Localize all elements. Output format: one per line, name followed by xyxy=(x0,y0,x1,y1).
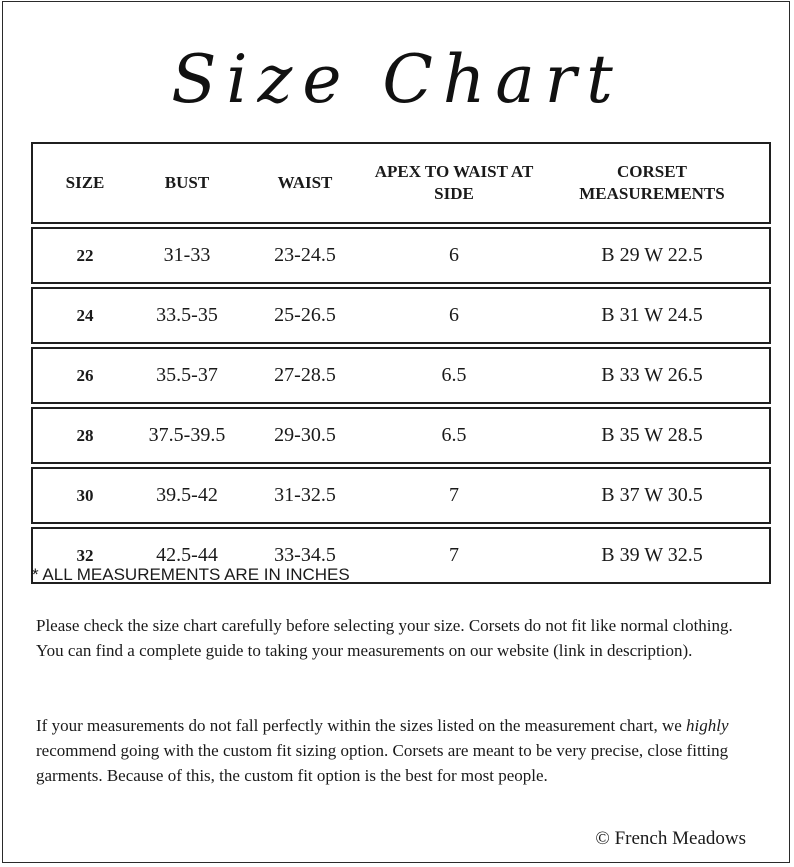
custom-fit-emphasis: highly xyxy=(686,716,729,735)
cell-waist: 31-32.5 xyxy=(237,468,373,523)
page-title: Size Chart xyxy=(171,41,623,118)
cell-apex: 6.5 xyxy=(373,408,535,463)
cell-size: 22 xyxy=(32,228,137,283)
cell-apex: 6 xyxy=(373,228,535,283)
header-bust: BUST xyxy=(137,143,237,223)
custom-fit-text-end: recommend going with the custom fit sizing option. Corsets are meant to be very precise, close fitting garments. Because of this, the custom fit option is the best for most people. xyxy=(36,741,729,785)
header-corset-text: CORSET MEASUREMENTS xyxy=(579,162,725,203)
cell-apex: 6 xyxy=(373,288,535,343)
cell-bust: 31-33 xyxy=(137,228,237,283)
table-row xyxy=(32,228,770,283)
cell-bust: 42.5-44 xyxy=(137,528,237,583)
table-header-row xyxy=(32,143,770,223)
custom-fit-text-start: If your measurements do not fall perfectly within the sizes listed on the measurement chart, we xyxy=(36,716,687,735)
cell-corset: B 29 W 22.5 xyxy=(535,228,770,283)
cell-bust: 39.5-42 xyxy=(137,468,237,523)
cell-size: 24 xyxy=(32,288,137,343)
cell-waist: 29-30.5 xyxy=(237,408,373,463)
cell-bust: 35.5-37 xyxy=(137,348,237,403)
cell-waist: 25-26.5 xyxy=(237,288,373,343)
header-waist: WAIST xyxy=(237,143,373,223)
copyright-notice: © French Meadows xyxy=(595,828,746,849)
table-row xyxy=(32,468,770,523)
header-apex-to-waist xyxy=(373,143,535,223)
table-row xyxy=(32,348,770,403)
cell-size: 30 xyxy=(32,468,137,523)
cell-waist: 27-28.5 xyxy=(237,348,373,403)
table-row xyxy=(32,288,770,343)
header-size: SIZE xyxy=(32,143,137,223)
instructions-paragraph: Please check the size chart carefully before selecting your size. Corsets do not fit like normal clothing. You can find a complete guide to taking your measurements on our website (link in description). xyxy=(36,616,733,660)
size-table xyxy=(31,142,771,584)
cell-corset: B 39 W 32.5 xyxy=(535,528,770,583)
custom-fit-paragraph xyxy=(36,713,756,788)
cell-corset: B 35 W 28.5 xyxy=(535,408,770,463)
cell-apex: 7 xyxy=(373,468,535,523)
cell-waist: 33-34.5 xyxy=(237,528,373,583)
table-row xyxy=(32,408,770,463)
cell-size: 26 xyxy=(32,348,137,403)
cell-waist: 23-24.5 xyxy=(237,228,373,283)
cell-corset: B 31 W 24.5 xyxy=(535,288,770,343)
header-corset-measurements xyxy=(535,143,770,223)
measurement-note: * ALL MEASUREMENTS ARE IN INCHES xyxy=(32,565,350,584)
cell-apex: 7 xyxy=(373,528,535,583)
cell-corset: B 33 W 26.5 xyxy=(535,348,770,403)
cell-apex: 6.5 xyxy=(373,348,535,403)
cell-size: 28 xyxy=(32,408,137,463)
cell-bust: 37.5-39.5 xyxy=(137,408,237,463)
cell-size: 32 xyxy=(32,528,137,583)
cell-corset: B 37 W 30.5 xyxy=(535,468,770,523)
header-apex-text: APEX TO WAIST AT SIDE xyxy=(374,162,534,203)
cell-bust: 33.5-35 xyxy=(137,288,237,343)
